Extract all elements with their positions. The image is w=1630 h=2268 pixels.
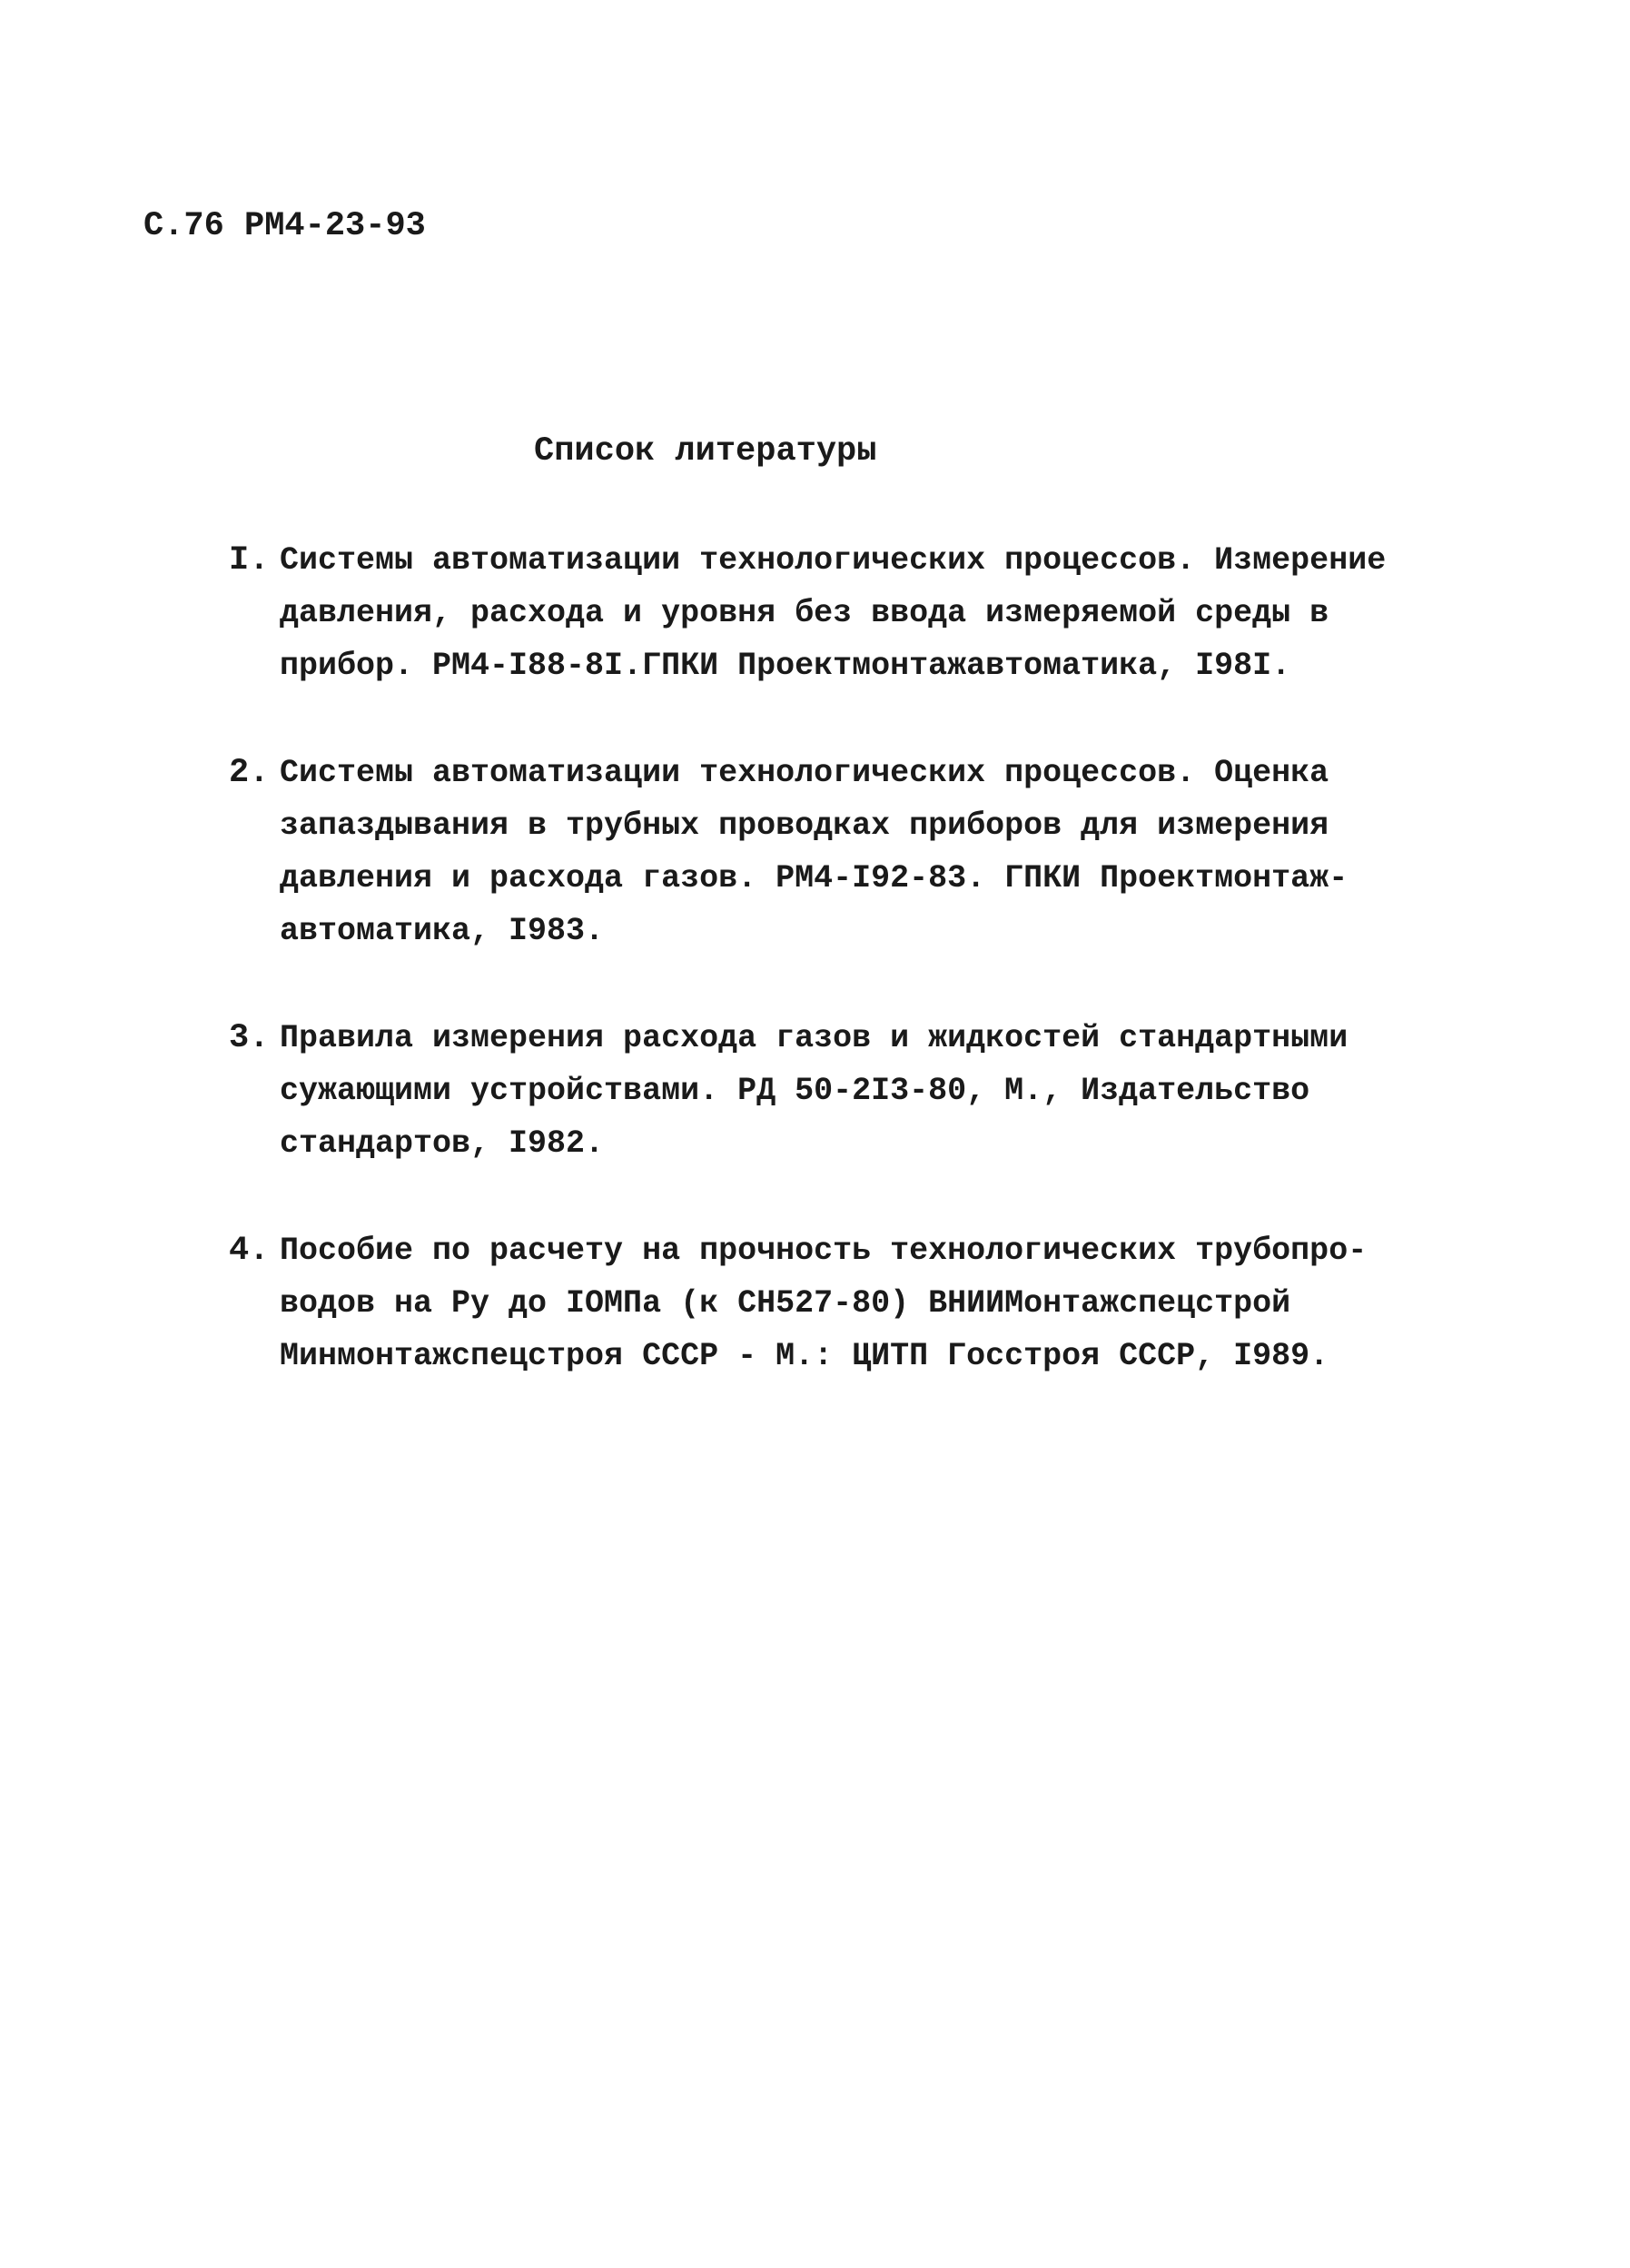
reference-text [280,534,1387,692]
reference-line: Правила измерения расхода газов и жидкостей стандартными [280,1020,1348,1056]
reference-line: водов на Ру до IОМПа (к СН527-80) ВНИИМонтажспецстрой [280,1285,1291,1322]
reference-line: Системы автоматизации технологических процессов. Оценка [280,755,1329,791]
reference-item-1 [229,534,1387,692]
reference-line: давления, расхода и уровня без ввода измеряемой среды в [280,595,1329,631]
reference-line: прибор. РМ4-I88-8I.ГПКИ Проектмонтажавтоматика, I98I. [280,648,1291,684]
reference-number: 3. [229,1019,270,1057]
reference-line: Пособие по расчету на прочность технологических трубопро- [280,1233,1368,1269]
reference-line: Минмонтажспецстроя СССР - М.: ЦИТП Госстроя СССР, I989. [280,1338,1329,1374]
reference-number: 4. [229,1232,270,1270]
reference-text [280,747,1348,957]
reference-line: давления и расхода газов. РМ4-I92-83. ГПКИ Проектмонтаж- [280,860,1348,896]
reference-list [229,534,1387,1437]
bibliography-title: Список литературы [534,432,877,470]
reference-line: сужающими устройствами. РД 50-2I3-80, М., Издательство [280,1073,1310,1109]
reference-line: запаздывания в трубных проводках приборов для измерения [280,807,1329,844]
reference-item-4 [229,1224,1368,1382]
reference-number: I. [229,541,270,579]
reference-line: Системы автоматизации технологических процессов. Измерение [280,542,1387,579]
page-reference: С.76 РМ4-23-93 [143,207,426,245]
reference-number: 2. [229,754,270,792]
reference-item-3 [229,1012,1348,1170]
reference-line: стандартов, I982. [280,1125,605,1162]
reference-text [280,1224,1368,1382]
reference-line: автоматика, I983. [280,913,605,949]
reference-text [280,1012,1348,1170]
reference-item-2 [229,747,1348,957]
